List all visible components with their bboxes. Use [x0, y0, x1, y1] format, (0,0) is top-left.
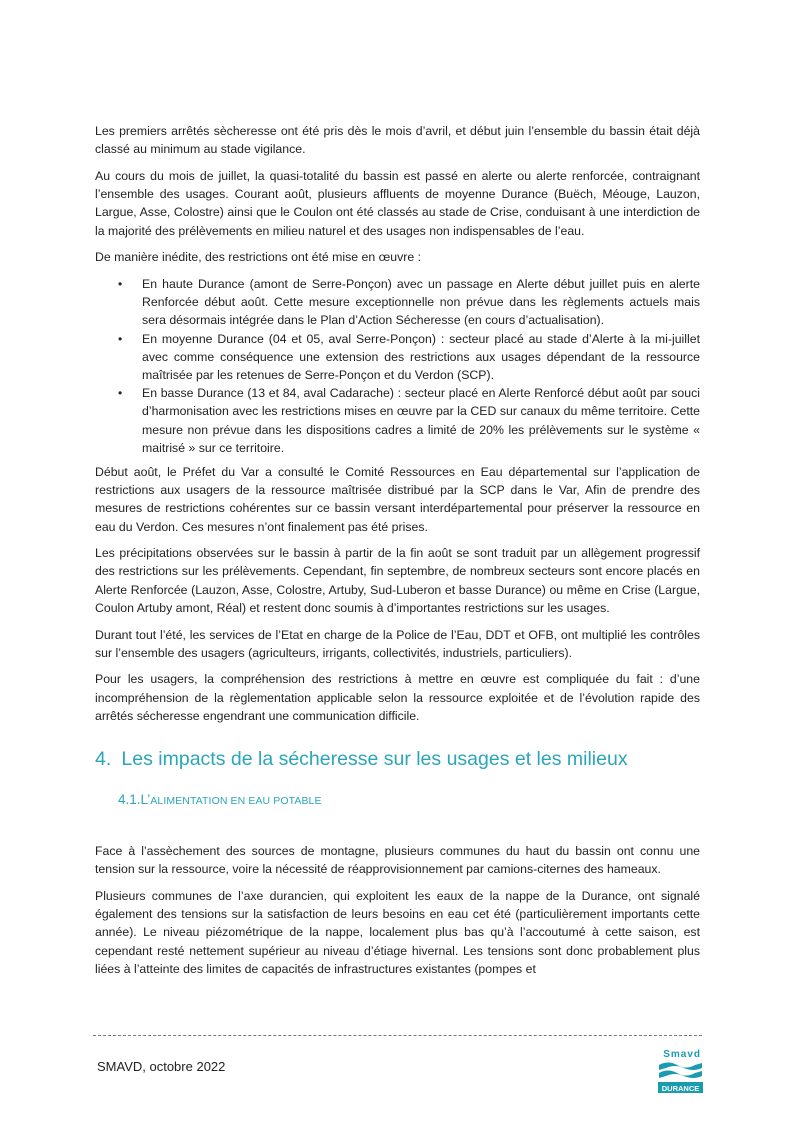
paragraph: De manière inédite, des restrictions ont été mise en œuvre : — [95, 250, 422, 265]
logo-wordmark-bottom: DURANCE — [661, 1084, 700, 1093]
paragraph: Pour les usagers, la compréhension des restrictions à mettre en œuvre est compliquée du fait : d’une incompréhension de la règlementation applicable selon la ressource exploitée et de l’évolution rapide des arrêtés sécheresse engendrant une communication difficile. — [95, 672, 700, 723]
paragraph: Face à l’assèchement des sources de montagne, plusieurs communes du haut du bassin ont connu une tension sur la ressource, voire la nécessité de réapprovisionnement par camions-citernes des hameaux. — [95, 844, 700, 877]
subsection-title: ALIMENTATION EN EAU POTABLE — [150, 795, 322, 808]
paragraph: Plusieurs communes de l’axe durancien, qui exploitent les eaux de la nappe de la Durance, ont signalé également des tensions sur la satisfaction de leurs besoins en eau cet été (particulièrement importants cette année). Le niveau piézométrique de la nappe, localement plus bas qu’à l’accoutumé à cette saison, est cependant resté nettement supérieur au niveau d’étiage hivernal. Les tensions sont donc probablement plus liées à l’atteinte des limites de capacités de infrastructures existantes (pompes et — [95, 889, 700, 976]
document-body — [95, 122, 700, 987]
smavd-logo-icon — [654, 1047, 704, 1095]
subsection-number: 4.1.L’ — [118, 792, 151, 808]
paragraph: Les premiers arrêtés sècheresse ont été pris dès le mois d’avril, et début juin l’ensemble du bassin était déjà classé au minimum au stade vigilance. — [95, 124, 700, 157]
paragraph: Les précipitations observées sur le bassin à partir de la fin août se sont traduit par un allègement progressif des restrictions sur les prélèvements. Cependant, fin septembre, de nombreux secteurs sont encore placés en Alerte Renforcée (Lauzon, Asse, Colostre, Artuby, Sud-Luberon et basse Durance) ou même en Crise (Largue, Coulon Artuby amont, Réal) et restent donc soumis à d’importantes restrictions sur les usages. — [95, 546, 700, 615]
paragraph: Début août, le Préfet du Var a consulté le Comité Ressources en Eau départemental sur l’application de restrictions aux usagers de la ressource maîtrisée distribué par la SCP dans le Var, Afin de prendre des mesures de restrictions cohérentes sur ce bassin versant interdépartemental pour préserver la ressource en eau du Verdon. Ces mesures n’ont finalement pas été prises. — [95, 464, 700, 534]
logo-wave-2 — [659, 1071, 702, 1079]
logo-wave-1 — [659, 1063, 702, 1071]
list-item: • En moyenne Durance (04 et 05, aval Serre-Ponçon) : secteur placé au stade d’Alerte à la mi-juillet avec comme conséquence une extension des restrictions aux usages dépendant de la ressource maîtrisée par les retenues de Serre-Ponçon et du Verdon (SCP). — [118, 331, 700, 382]
bullet-icon: • — [118, 331, 123, 346]
bullet-icon: • — [118, 386, 123, 401]
list-item: • En basse Durance (13 et 84, aval Cadarache) : secteur placé en Alerte Renforcé début août par souci d’harmonisation avec les restrictions mises en œuvre par la CED sur canaux du même territoire. Cette mesure non prévue dans les dispositions cadres a limité de 20% les prélèvements sur le système « maitrisé » sur ce territoire. — [118, 386, 700, 455]
section-number: 4. — [95, 748, 112, 771]
list-item: • En haute Durance (amont de Serre-Ponçon) avec un passage en Alerte début juillet puis en alerte Renforcée début août. Cette mesure exceptionnelle non prévue dans les règlements actuels mais sera désormais intégrée dans le Plan d’Action Sécheresse (en cours d’actualisation). — [118, 276, 700, 328]
section-heading — [95, 746, 700, 772]
section-title: Les impacts de la sécheresse sur les usages et les milieux — [121, 748, 628, 771]
restrictions-list — [95, 275, 700, 457]
footer-text: SMAVD, octobre 2022 — [97, 1059, 226, 1074]
paragraph: Au cours du mois de juillet, la quasi-totalité du bassin est passé en alerte ou alerte renforcée, contraignant l’ensemble des usages. Courant août, plusieurs affluents de moyenne Durance (Buëch, Méouge, Lauzon, Largue, Asse, Colostre) ainsi que le Coulon ont été classés au stade de Crise, conduisant à une interdiction de la majorité des prélèvements en milieu naturel et des usages non indispensables de l’eau. — [95, 168, 700, 238]
subsection-heading — [118, 790, 700, 811]
bullet-icon: • — [118, 276, 123, 291]
logo-wordmark-top: Smavd — [663, 1049, 701, 1060]
footer-divider — [93, 1035, 702, 1036]
paragraph: Durant tout l’été, les services de l’Etat en charge de la Police de l’Eau, DDT et OFB, ont multiplié les contrôles sur l’ensemble des usagers (agriculteurs, irrigants, collectivités, industriels, particuliers). — [95, 627, 700, 660]
